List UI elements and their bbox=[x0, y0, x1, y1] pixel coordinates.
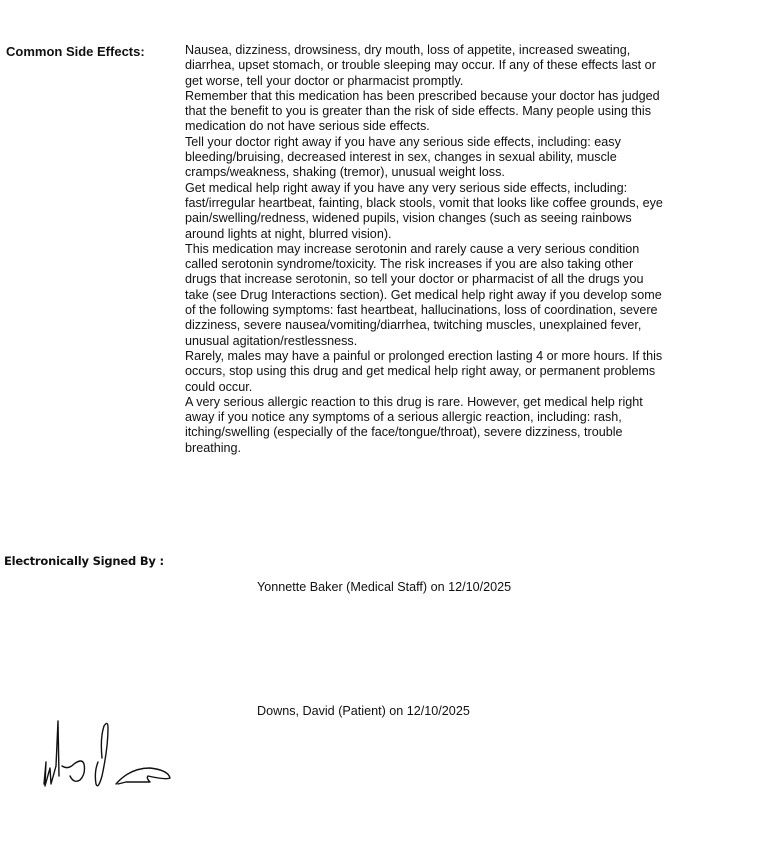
side-effects-paragraph: Rarely, males may have a painful or prolonged erection lasting 4 or more hours. If this occurs, stop using this drug and get medical help right away, or permanent problems could occur. bbox=[185, 348, 663, 394]
side-effects-paragraph: A very serious allergic reaction to this drug is rare. However, get medical help right away if you notice any symptoms of a serious allergic reaction, including: rash, itching/swelling (especially of the face/tongue/throat), severe dizziness, trouble breathing. bbox=[185, 394, 643, 455]
side-effects-paragraph: Get medical help right away if you have any very serious side effects, including: fast/irregular heartbeat, fainting, black stools, vomit that looks like coffee grounds, eye pain/swelling/redness, widened pupils, vision changes (such as seeing rainbows around lights at night, blurred vision). bbox=[185, 180, 663, 241]
staff-signature-line: Yonnette Baker (Medical Staff) on 12/10/2025 bbox=[257, 580, 512, 594]
handwritten-signature-icon bbox=[38, 718, 178, 794]
side-effects-text bbox=[185, 43, 663, 456]
side-effects-paragraph: This medication may increase serotonin and rarely cause a very serious condition called serotonin syndrome/toxicity. The risk increases if you are also taking other drugs that increase serotonin, so tell your doctor or pharmacist of all the drugs you take (see Drug Interactions section). Get medical help right away if you develop some of the following symptoms: fast heartbeat, hallucinations, loss of coordination, severe dizziness, severe nausea/vomiting/diarrhea, twitching muscles, unexplained fever, unusual agitation/restlessness. bbox=[185, 241, 662, 348]
electronically-signed-label: Electronically Signed By : bbox=[4, 554, 164, 568]
side-effects-paragraph: Nausea, dizziness, drowsiness, dry mouth, loss of appetite, increased sweating, diarrhea, upset stomach, or trouble sleeping may occur. If any of these effects last or get worse, tell your doctor or pharmacist promptly. bbox=[185, 43, 656, 88]
side-effects-paragraph: Remember that this medication has been prescribed because your doctor has judged that the benefit to you is greater than the risk of side effects. Many people using this medication do not have serious side effects. bbox=[185, 88, 660, 134]
side-effects-paragraph: Tell your doctor right away if you have any serious side effects, including: easy bleeding/bruising, decreased interest in sex, changes in sexual ability, muscle cramps/weakness, shaking (tremor), unusual weight loss. bbox=[185, 134, 621, 180]
patient-signature-line: Downs, David (Patient) on 12/10/2025 bbox=[257, 704, 470, 718]
side-effects-label: Common Side Effects: bbox=[6, 44, 145, 59]
